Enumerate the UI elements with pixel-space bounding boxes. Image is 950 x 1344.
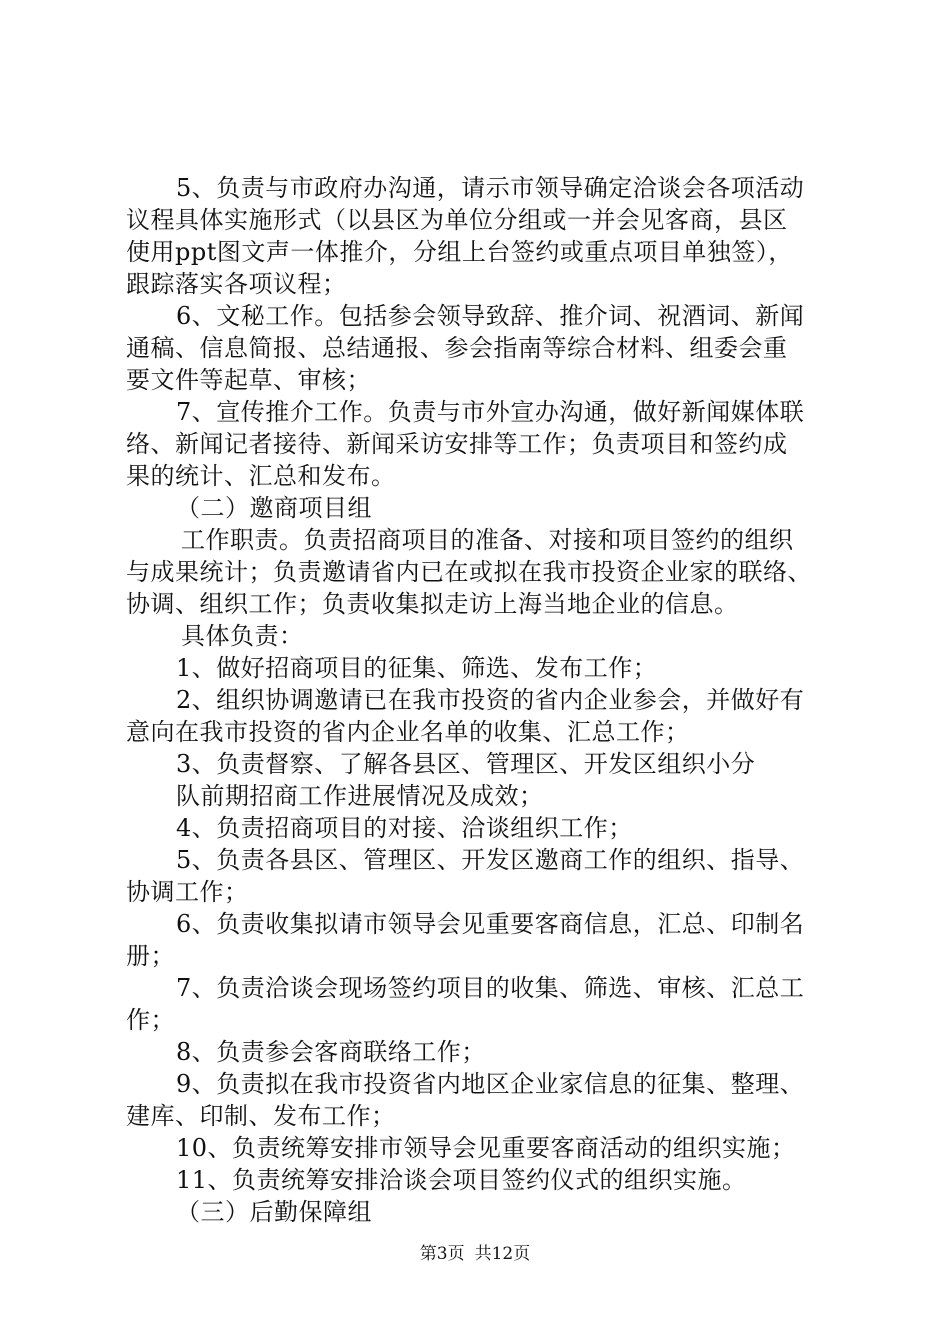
paragraph-line: 果的统计、汇总和发布。 [126,462,396,490]
paragraph-line: 通稿、信息简报、总结通报、参会指南等综合材料、组委会重 [126,334,788,362]
section-heading: （三）后勤保障组 [176,1198,372,1226]
paragraph-line: 6、文秘工作。包括参会领导致辞、推介词、祝酒词、新闻 [176,302,805,330]
paragraph-line: 与成果统计；负责邀请省内已在或拟在我市投资企业家的联络、 [126,558,812,586]
paragraph-line: 议程具体实施形式（以县区为单位分组或一并会见客商，县区 [126,206,788,234]
page-number: 第3页 [419,1244,465,1264]
paragraph-line: 协调、组织工作；负责收集拟走访上海当地企业的信息。 [126,590,739,618]
section-heading: （二）邀商项目组 [176,494,372,522]
paragraph-line: 具体负责： [181,622,304,650]
body-text [126,172,840,1228]
paragraph-line: 7、负责洽谈会现场签约项目的收集、筛选、审核、汇总工 [176,974,805,1002]
paragraph-line: 作； [126,1006,175,1034]
paragraph-line: 10、负责统筹安排市领导会见重要客商活动的组织实施； [176,1134,796,1162]
paragraph-line: 建库、印制、发布工作； [126,1102,396,1130]
paragraph-line: 工作职责。负责招商项目的准备、对接和项目签约的组织 [181,526,794,554]
page-total: 共12页 [474,1244,531,1264]
paragraph-line: 6、负责收集拟请市领导会见重要客商信息，汇总、印制名 [176,910,805,938]
paragraph-line: 络、新闻记者接待、新闻采访安排等工作；负责项目和签约成 [126,430,788,458]
paragraph-line: 2、组织协调邀请已在我市投资的省内企业参会，并做好有 [176,686,805,714]
paragraph-line: 意向在我市投资的省内企业名单的收集、汇总工作； [126,718,690,746]
paragraph-line: 跟踪落实各项议程； [126,270,347,298]
paragraph-line: 7、宣传推介工作。负责与市外宣办沟通，做好新闻媒体联 [176,398,805,426]
paragraph-line: 队前期招商工作进展情况及成效； [176,782,544,810]
paragraph-line: 要文件等起草、审核； [126,366,371,394]
paragraph-line: 11、负责统筹安排洽谈会项目签约仪式的组织实施。 [176,1166,747,1194]
paragraph-line: 5、负责与市政府办沟通，请示市领导确定洽谈会各项活动 [176,174,805,202]
paragraph-line: 1、做好招商项目的征集、筛选、发布工作； [176,654,658,682]
paragraph-line: 使用ppt图文声一体推介，分组上台签约或重点项目单独签）， [126,238,793,266]
paragraph-line: 8、负责参会客商联络工作； [176,1038,486,1066]
paragraph-line: 4、负责招商项目的对接、洽谈组织工作； [176,814,633,842]
page-footer [0,1243,950,1265]
paragraph-line: 协调工作； [126,878,249,906]
paragraph-line: 3、负责督察、了解各县区、管理区、开发区组织小分 [176,750,756,778]
paragraph-line: 册； [126,942,175,970]
paragraph-line: 9、负责拟在我市投资省内地区企业家信息的征集、整理、 [176,1070,805,1098]
paragraph-line: 5、负责各县区、管理区、开发区邀商工作的组织、指导、 [176,846,805,874]
